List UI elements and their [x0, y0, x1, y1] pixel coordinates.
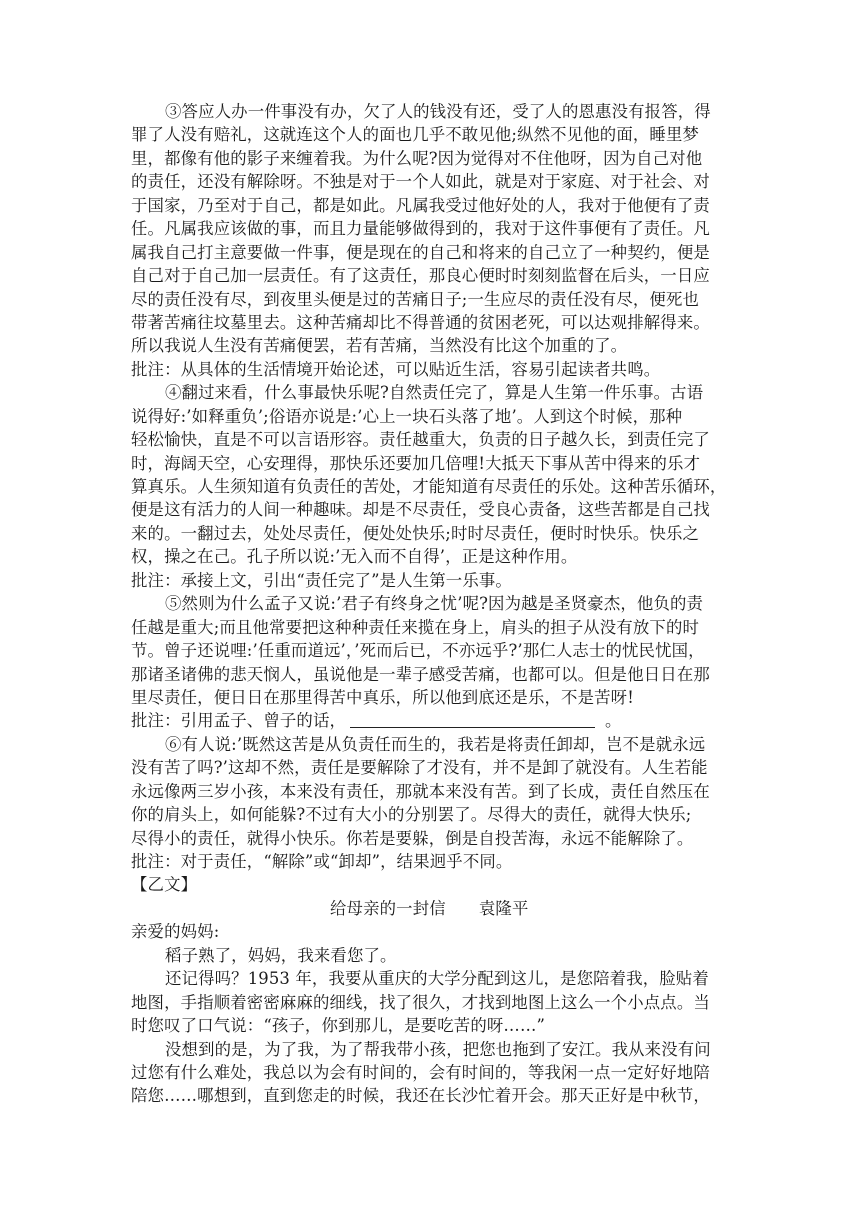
section-label-yi: 【乙文】 — [131, 875, 198, 895]
text-line: 地图，手指顺着密密麻麻的细线，找了很久，才找到地图上这么一个小点点。当 — [131, 992, 710, 1012]
text-line: ⑥有人说:’既然这苦是从负责任而生的，我若是将责任卸却，岂不是就永远 — [165, 734, 706, 754]
annotation-note-5 — [131, 709, 730, 732]
text-line: 算真乐。人生须知道有负责任的苦处，才能知道有尽责任的乐处。这种苦乐循环， — [131, 477, 727, 496]
text-line: 任。凡属我应该做的事，而且力量能够做得到的，我对于这件事便有了责任。凡 — [131, 219, 710, 239]
text-line: 说得好:’如释重负’;俗语亦说是:’心上一块石头落了地’。人到这个时候，那种 — [131, 406, 683, 426]
text-line: 你的肩头上，如何能躲?不过有大小的分别罢了。尽得大的责任，就得大快乐; — [131, 805, 692, 825]
note-5-prefix: 批注：引用孟子、曾子的话， — [131, 711, 347, 731]
paragraph-6 — [131, 733, 730, 850]
note-5-suffix: 。 — [605, 711, 622, 731]
answer-blank[interactable] — [350, 711, 595, 728]
text-line: 里尽责任，便日日在那里得苦中真乐，所以他到底还是乐，不是苦呀! — [131, 687, 634, 707]
letter-paragraph-2 — [131, 967, 730, 1037]
document-page — [131, 100, 730, 1108]
text-line: 没有苦了吗?’这却不然，责任是要解除了才没有，并不是卸了就没有。人生若能 — [131, 758, 708, 778]
text-line: 罪了人没有赔礼，这就连这个人的面也几乎不敢见他;纵然不见他的面，睡里梦 — [131, 125, 700, 145]
text-line: ④翻过来看，什么事最快乐呢?自然责任完了，算是人生第一件乐事。古语 — [165, 383, 704, 403]
text-line: 便是这有活力的人间一种趣味。却是不尽责任，受良心责备，这些苦都是自己找 — [131, 500, 710, 520]
text-line: 尽得小的责任，就得小快乐。你若是要躲，倒是自投苦海，永远不能解除了。 — [131, 828, 694, 848]
text-line: ⑤然则为什么孟子又说:’君子有终身之忧’呢?因为越是圣贤豪杰，他负的责 — [165, 594, 704, 614]
text-line: 任越是重大;而且他常要把这种种责任来揽在身上，肩头的担子从没有放下的时 — [131, 617, 700, 637]
paragraph-5 — [131, 592, 730, 709]
text-line: 里，都像有他的影子来缠着我。为什么呢?因为觉得对不住他呀，因为自己对他 — [131, 148, 703, 168]
text-line: 没想到的是，为了我，为了帮我带小孩，把您也拖到了安江。我从来没有问 — [165, 1039, 711, 1059]
text-line: 还记得吗？1953 年，我要从重庆的大学分配到这儿，是您陪着我，脸贴着 — [165, 969, 709, 989]
letter-paragraph-1 — [131, 944, 730, 967]
annotation-note-6: 批注：对于责任，“解除”或“卸却”，结果迥乎不同。 — [131, 852, 513, 871]
annotation-note-3: 批注：从具体的生活情境开始论述，可以贴近生活，容易引起读者共鸣。 — [131, 359, 661, 379]
letter-salutation: 亲爱的妈妈: — [131, 922, 220, 942]
text-line: 陪您……哪想到，直到您走的时候，我还在长沙忙着开会。那天正好是中秋节， — [131, 1086, 710, 1106]
annotation-note-4: 批注：承接上文，引出“责任完了”是人生第一乐事。 — [131, 570, 512, 590]
text-line: 所以我说人生没有苦痛便罢，若有苦痛，当然没有比这个加重的了。 — [131, 336, 628, 356]
text-line: 来的。一翻过去，处处尽责任，便处处快乐;时时尽责任，便时时快乐。快乐之 — [131, 523, 700, 543]
text-line: 自己对于自己加一层责任。有了这责任，那良心便时时刻刻监督在后头，一日应 — [131, 266, 710, 286]
text-line: 权，操之在己。孔子所以说:’无入而不自得’，正是这种作用。 — [131, 547, 578, 567]
text-line: 尽的责任没有尽，到夜里头便是过的苦痛日子;一生应尽的责任没有尽，便死也 — [131, 289, 700, 309]
paragraph-3 — [131, 100, 730, 358]
text-line: 永远像两三岁小孩，本来没有责任，那就本来没有苦。到了长成，责任自然压在 — [131, 781, 710, 801]
text-line: 稻子熟了，妈妈，我来看您了。 — [165, 945, 397, 965]
text-line: 轻松愉快，直是不可以言语形容。责任越重大，负责的日子越久长，到责任完了 — [131, 430, 710, 450]
text-line: 节。曾子还说哩:’任重而道远’，’死而后已，不亦远乎?’那仁人志士的忧民忧国， — [131, 641, 705, 661]
letter-paragraph-3 — [131, 1038, 730, 1108]
text-line: 的责任，还没有解除呀。不独是对于一个人如此，就是对于家庭、对于社会、对 — [131, 172, 710, 192]
text-line: 时您叹了口气说：“孩子，你到那儿，是要吃苦的呀……” — [131, 1016, 546, 1036]
text-line: ③答应人办一件事没有办，欠了人的钱没有还，受了人的恩惠没有报答，得 — [165, 102, 711, 121]
paragraph-4 — [131, 381, 730, 569]
text-line: 那诸圣诸佛的悲天悯人，虽说他是一辈子感受苦痛，也都可以。但是他日日在那 — [131, 664, 710, 684]
text-line: 时，海阔天空，心安理得，那快乐还要加几倍哩!大抵天下事从苦中得来的乐才 — [131, 453, 701, 473]
text-line: 带著苦痛往坟墓里去。这种苦痛却比不得普通的贫困老死，可以达观排解得来。 — [131, 312, 710, 332]
text-line: 于国家，乃至对于自己，都是如此。凡属我受过他好处的人，我对于他便有了责 — [131, 195, 710, 215]
text-line: 属我自己打主意要做一件事，便是现在的自己和将来的自己立了一种契约，便是 — [131, 242, 710, 262]
text-line: 过您有什么难处，我总以为会有时间的，会有时间的，等我闲一点一定好好地陪 — [131, 1062, 710, 1082]
letter-title: 给母亲的一封信 袁隆平 — [330, 898, 529, 918]
